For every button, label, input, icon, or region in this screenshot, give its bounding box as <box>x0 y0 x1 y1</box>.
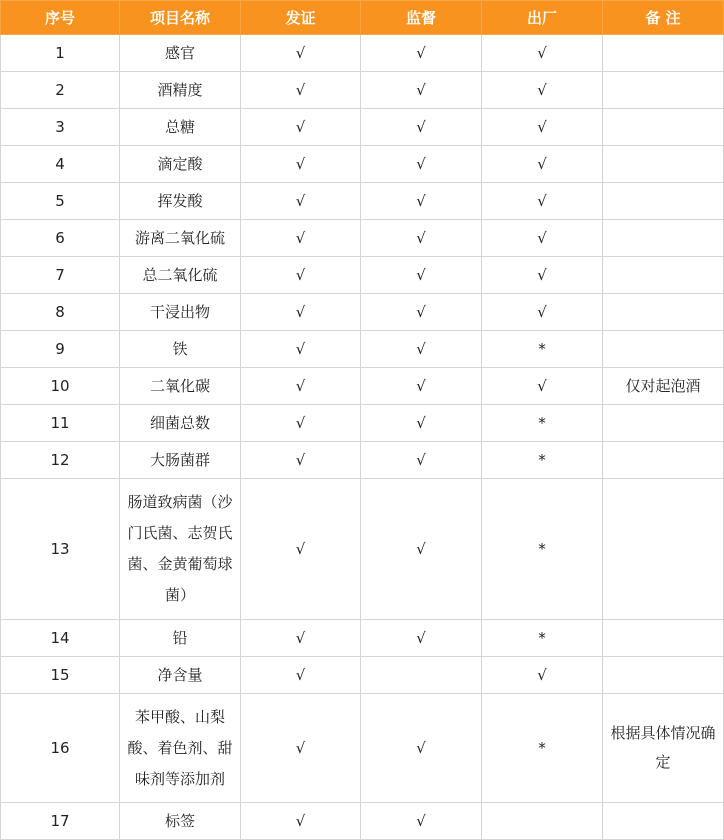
row-cert-mark: √ <box>241 183 361 220</box>
table-row <box>1 72 724 109</box>
row-item-name: 干浸出物 <box>120 294 241 331</box>
row-note <box>603 442 724 479</box>
row-item-name: 挥发酸 <box>120 183 241 220</box>
row-no: 16 <box>1 694 120 803</box>
table-row <box>1 657 724 694</box>
row-note <box>603 183 724 220</box>
row-item-name: 酒精度 <box>120 72 241 109</box>
row-no: 13 <box>1 479 120 620</box>
row-item-name: 苯甲酸、山梨酸、着色剂、甜味剂等添加剂 <box>120 694 241 803</box>
table-row <box>1 405 724 442</box>
row-factory-mark: √ <box>482 368 603 405</box>
row-no: 9 <box>1 331 120 368</box>
row-no: 14 <box>1 620 120 657</box>
row-cert-mark: √ <box>241 368 361 405</box>
table-row <box>1 109 724 146</box>
row-factory-mark: √ <box>482 109 603 146</box>
row-no: 7 <box>1 257 120 294</box>
row-factory-mark: √ <box>482 294 603 331</box>
row-note <box>603 220 724 257</box>
table-row <box>1 220 724 257</box>
row-note: 仅对起泡酒 <box>603 368 724 405</box>
row-note <box>603 331 724 368</box>
row-item-name: 感官 <box>120 35 241 72</box>
row-note <box>603 657 724 694</box>
row-cert-mark: √ <box>241 220 361 257</box>
header-row <box>1 1 724 35</box>
row-note <box>603 405 724 442</box>
row-item-name: 滴定酸 <box>120 146 241 183</box>
table-row <box>1 442 724 479</box>
row-supervise-mark: √ <box>361 405 482 442</box>
table-row <box>1 35 724 72</box>
row-factory-mark: √ <box>482 657 603 694</box>
header-factory: 出厂 <box>482 1 603 35</box>
row-cert-mark: √ <box>241 694 361 803</box>
table-row <box>1 294 724 331</box>
row-note <box>603 294 724 331</box>
row-cert-mark: √ <box>241 146 361 183</box>
row-cert-mark: √ <box>241 657 361 694</box>
row-factory-mark <box>482 803 603 840</box>
row-item-name: 肠道致病菌（沙门氏菌、志贺氏菌、金黄葡萄球菌） <box>120 479 241 620</box>
row-item-name: 铁 <box>120 331 241 368</box>
row-note <box>603 109 724 146</box>
table-row <box>1 479 724 620</box>
row-factory-mark: √ <box>482 220 603 257</box>
row-item-name: 游离二氧化硫 <box>120 220 241 257</box>
table-row <box>1 368 724 405</box>
row-cert-mark: √ <box>241 620 361 657</box>
row-factory-mark: √ <box>482 257 603 294</box>
row-factory-mark: √ <box>482 35 603 72</box>
row-supervise-mark: √ <box>361 294 482 331</box>
row-note <box>603 146 724 183</box>
row-item-name: 铅 <box>120 620 241 657</box>
row-no: 3 <box>1 109 120 146</box>
row-factory-mark: * <box>482 479 603 620</box>
row-cert-mark: √ <box>241 72 361 109</box>
row-no: 17 <box>1 803 120 840</box>
table-body <box>1 35 724 840</box>
row-cert-mark: √ <box>241 331 361 368</box>
row-cert-mark: √ <box>241 479 361 620</box>
row-no: 4 <box>1 146 120 183</box>
table-row <box>1 331 724 368</box>
row-cert-mark: √ <box>241 442 361 479</box>
row-supervise-mark: √ <box>361 479 482 620</box>
row-supervise-mark: √ <box>361 35 482 72</box>
row-note: 根据具体情况确定 <box>603 694 724 803</box>
header-item-name: 项目名称 <box>120 1 241 35</box>
row-supervise-mark <box>361 657 482 694</box>
row-supervise-mark: √ <box>361 183 482 220</box>
table-row <box>1 803 724 840</box>
row-no: 15 <box>1 657 120 694</box>
table-row <box>1 694 724 803</box>
row-item-name: 标签 <box>120 803 241 840</box>
row-factory-mark: * <box>482 442 603 479</box>
row-item-name: 总二氧化硫 <box>120 257 241 294</box>
row-cert-mark: √ <box>241 35 361 72</box>
row-supervise-mark: √ <box>361 220 482 257</box>
row-cert-mark: √ <box>241 109 361 146</box>
row-cert-mark: √ <box>241 405 361 442</box>
table-header <box>1 1 724 35</box>
row-supervise-mark: √ <box>361 694 482 803</box>
row-no: 12 <box>1 442 120 479</box>
row-note <box>603 620 724 657</box>
header-remarks: 备 注 <box>603 1 724 35</box>
row-note <box>603 72 724 109</box>
table-row <box>1 183 724 220</box>
row-factory-mark: √ <box>482 146 603 183</box>
row-factory-mark: √ <box>482 183 603 220</box>
row-note <box>603 257 724 294</box>
row-supervise-mark: √ <box>361 72 482 109</box>
row-factory-mark: * <box>482 620 603 657</box>
row-supervise-mark: √ <box>361 109 482 146</box>
header-supervision: 监督 <box>361 1 482 35</box>
row-note <box>603 803 724 840</box>
table-row <box>1 146 724 183</box>
row-factory-mark: √ <box>482 72 603 109</box>
row-no: 6 <box>1 220 120 257</box>
row-factory-mark: * <box>482 694 603 803</box>
row-factory-mark: * <box>482 405 603 442</box>
row-note <box>603 479 724 620</box>
header-certification: 发证 <box>241 1 361 35</box>
row-item-name: 细菌总数 <box>120 405 241 442</box>
row-note <box>603 35 724 72</box>
row-supervise-mark: √ <box>361 442 482 479</box>
row-no: 2 <box>1 72 120 109</box>
table-row <box>1 620 724 657</box>
table-row <box>1 257 724 294</box>
row-supervise-mark: √ <box>361 331 482 368</box>
header-seq: 序号 <box>1 1 120 35</box>
row-cert-mark: √ <box>241 257 361 294</box>
row-no: 1 <box>1 35 120 72</box>
row-cert-mark: √ <box>241 294 361 331</box>
row-factory-mark: * <box>482 331 603 368</box>
row-supervise-mark: √ <box>361 146 482 183</box>
row-supervise-mark: √ <box>361 257 482 294</box>
row-no: 11 <box>1 405 120 442</box>
row-supervise-mark: √ <box>361 620 482 657</box>
row-item-name: 大肠菌群 <box>120 442 241 479</box>
row-supervise-mark: √ <box>361 368 482 405</box>
row-no: 10 <box>1 368 120 405</box>
row-no: 5 <box>1 183 120 220</box>
row-item-name: 净含量 <box>120 657 241 694</box>
row-supervise-mark: √ <box>361 803 482 840</box>
row-no: 8 <box>1 294 120 331</box>
row-item-name: 总糖 <box>120 109 241 146</box>
row-item-name: 二氧化碳 <box>120 368 241 405</box>
row-cert-mark: √ <box>241 803 361 840</box>
